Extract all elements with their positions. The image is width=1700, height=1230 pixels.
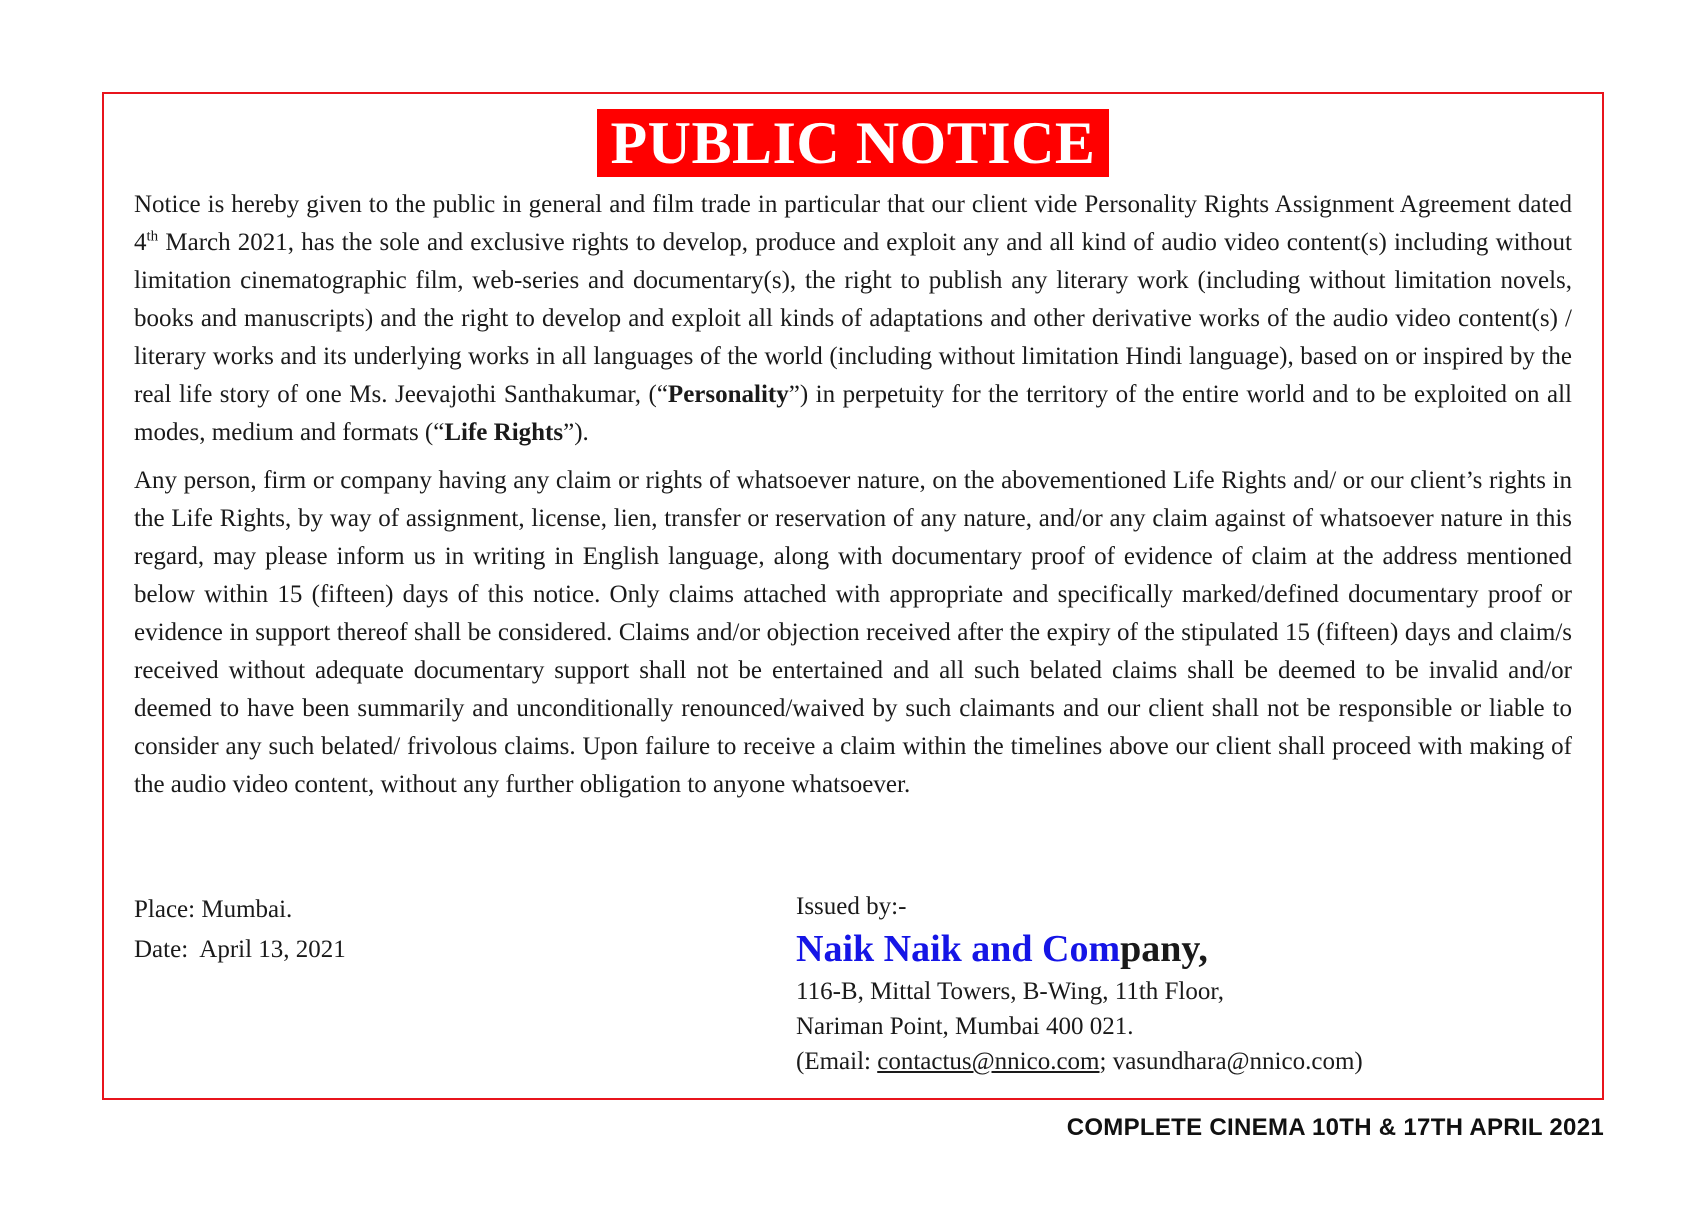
email-link-contactus[interactable]: contactus@nnico.com	[877, 1048, 1100, 1075]
firm-name-blue-part: Naik Naik and Com	[796, 928, 1121, 970]
firm-name	[796, 924, 1363, 974]
paragraph-1-part-a: Notice is hereby given to the public in general and film trade in particular that our client vide Personality Rights Assignment Agreement dated 4	[134, 191, 1572, 256]
address-line-2: Nariman Point, Mumbai 400 021.	[796, 1013, 1134, 1040]
firm-name-suffix: ,	[1198, 928, 1208, 970]
paragraph-2: Any person, firm or company having any claim or rights of whatsoever nature, on the abovementioned Life Rights and/ or our client’s rights in the Life Rights, by way of assignment, license, lien, transfer or reservation of any nature, and/or any claim against of whatsoever nature in this regard, may please inform us in writing in English language, along with documentary proof of evidence of claim at the address mentioned below within 15 (fifteen) days of this notice. Only claims attached with appropriate and specifically marked/defined documentary proof or evidence in support thereof shall be considered. Claims and/or objection received after the expiry of the stipulated 15 (fifteen) days and claim/s received without adequate documentary support shall not be entertained and all such belated claims shall be deemed to be invalid and/or deemed to have been summarily and unconditionally renounced/waived by such claimants and our client shall not be responsible or liable to consider any such belated/ frivolous claims. Upon failure to receive a claim within the timelines above our client shall proceed with making of the audio video content, without any further obligation to anyone whatsoever.	[134, 467, 1572, 798]
date-line: Date: April 13, 2021	[134, 936, 346, 963]
address-line-1: 116-B, Mittal Towers, B-Wing, 11th Floor,	[796, 978, 1224, 1005]
issuer-block	[796, 890, 1363, 1079]
firm-name-black-part: pany	[1120, 928, 1199, 970]
email-rest: ; vasundhara@nnico.com)	[1099, 1048, 1363, 1075]
notice-title: PUBLIC NOTICE	[597, 109, 1110, 177]
notice-body	[134, 186, 1572, 814]
date-ordinal-suffix: th	[146, 228, 159, 245]
publication-caption: COMPLETE CINEMA 10TH & 17TH APRIL 2021	[1066, 1114, 1604, 1141]
paragraph-1-part-c: ”) in perpetuity for the territory of the entire world and to be exploited on all modes, medium and formats (“	[134, 381, 1572, 446]
notice-box	[102, 92, 1604, 1100]
term-life-rights: Life Rights	[444, 419, 564, 446]
paragraph-1-part-d: ”).	[563, 419, 589, 446]
issued-by-label: Issued by:-	[796, 893, 907, 920]
place-line: Place: Mumbai.	[134, 896, 293, 923]
email-prefix: (Email:	[796, 1048, 878, 1075]
title-wrap	[104, 109, 1602, 177]
paragraph-1	[134, 186, 1572, 452]
term-personality: Personality	[667, 381, 789, 408]
paragraph-1-part-b: March 2021, has the sole and exclusive rights to develop, produce and exploit any and all kind of audio video content(s) including without limitation cinematographic film, web-series and documentary(s), the right to publish any literary work (including without limitation novels, books and manuscripts) and the right to develop and exploit all kinds of adaptations and other derivative works of the audio video content(s) / literary works and its underlying works in all languages of the world (including without limitation Hindi language), based on or inspired by the real life story of one Ms. Jeevajothi Santhakumar, (“	[134, 229, 1572, 408]
email-line	[796, 1044, 1363, 1079]
place-date-block	[134, 890, 346, 970]
